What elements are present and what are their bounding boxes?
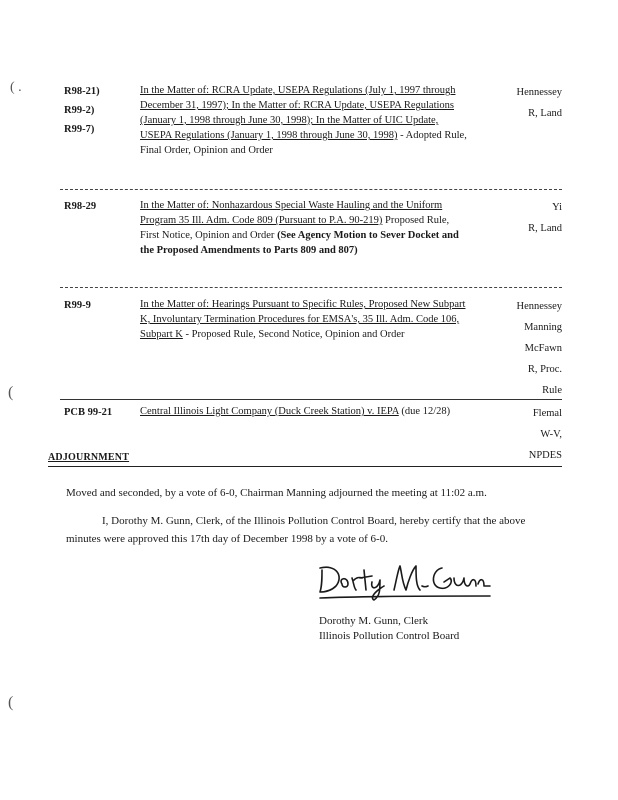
staff-line: Flemal [532, 408, 562, 419]
case-number [64, 296, 91, 315]
case-line: R98-29 [64, 201, 97, 212]
agenda-item [60, 197, 562, 277]
agenda-item [60, 296, 562, 396]
scan-mark-bottom: ( [8, 694, 14, 711]
case-line: R99-7) [64, 124, 95, 135]
board-name: Illinois Pollution Control Board [319, 630, 460, 642]
scan-mark-top: ( . [10, 80, 22, 95]
staff-line: McFawn [524, 343, 562, 354]
item-divider [60, 189, 562, 190]
section-divider [48, 466, 562, 467]
case-description [140, 297, 470, 342]
case-description [140, 83, 470, 158]
case-title: Central Illinois Light Company (Duck Creek Station) v. IEPA [140, 406, 399, 417]
handwritten-signature [314, 556, 494, 602]
case-action: (due 12/28) [398, 406, 451, 417]
staff-line: Rule [542, 385, 562, 396]
staff-line: Yi [552, 202, 562, 213]
item-divider [60, 287, 562, 288]
staff-line: W-V, [540, 429, 562, 440]
assigned-staff [482, 197, 562, 239]
staff-line: R, Proc. [527, 364, 562, 375]
case-line: R99-2) [64, 105, 95, 116]
case-number [64, 403, 112, 422]
case-number [64, 82, 100, 139]
staff-line: R, Land [528, 223, 562, 234]
case-note: (See Agency Motion to Sever Docket and the Proposed Amendments to Parts 809 and 807) [140, 230, 459, 256]
case-line: R99-9 [64, 300, 91, 311]
case-description [140, 404, 470, 419]
case-title: In the Matter of: Nonhazardous Special Waste Hauling and the Uniform Program 35 Ill. Adm. Code 809 (Pursuant to P.A. 90-219) [140, 200, 443, 226]
case-title: In the Matter of: Hearings Pursuant to Specific Rules, Proposed New Subpart K, Involuntary Termination Procedures for EMSA's, 35 Ill. Adm. Code 106, Subpart K [140, 299, 466, 340]
case-action: - Adopted Rule, Final Order, Opinion and Order [140, 130, 467, 156]
case-action: - Proposed Rule, Second Notice, Opinion and Order [182, 329, 405, 340]
assigned-staff [482, 296, 562, 401]
staff-line: NPDES [528, 450, 562, 461]
assigned-staff [482, 82, 562, 124]
case-title: In the Matter of: RCRA Update, USEPA Regulations (July 1, 1997 through December 31, 1997); In the Matter of: RCRA Update, USEPA Regulations (January 1, 1998 through June 30, 1998); In the Matter of UIC Update, USEPA Regulations (January 1, 1998 through June 30, 1998) [140, 85, 456, 141]
case-line: R98-21) [64, 86, 100, 97]
adjournment-heading: ADJOURNMENT [48, 452, 130, 463]
staff-line: Hennessey [516, 301, 562, 312]
item-divider [60, 399, 562, 400]
certification-statement: I, Dorothy M. Gunn, Clerk, of the Illinois Pollution Control Board, hereby certify that the above minutes were approved this 17th day of December 1998 by a vote of 6-0. [66, 515, 526, 545]
signature-block [319, 614, 459, 644]
staff-line: Manning [524, 322, 562, 333]
case-number [64, 197, 96, 216]
case-description [140, 198, 470, 258]
clerk-name: Dorothy M. Gunn, Clerk [319, 615, 429, 627]
staff-line: R, Land [528, 108, 562, 119]
adjournment-motion: Moved and seconded, by a vote of 6-0, Chairman Manning adjourned the meeting at 11:02 a.m. [66, 487, 487, 499]
assigned-staff [482, 403, 562, 466]
scan-mark-middle: ( [8, 384, 14, 401]
case-action: Proposed Rule, First Notice, Opinion and Order [140, 215, 450, 241]
staff-line: Hennessey [516, 87, 562, 98]
case-line: PCB 99-21 [64, 407, 113, 418]
agenda-item [60, 82, 562, 182]
